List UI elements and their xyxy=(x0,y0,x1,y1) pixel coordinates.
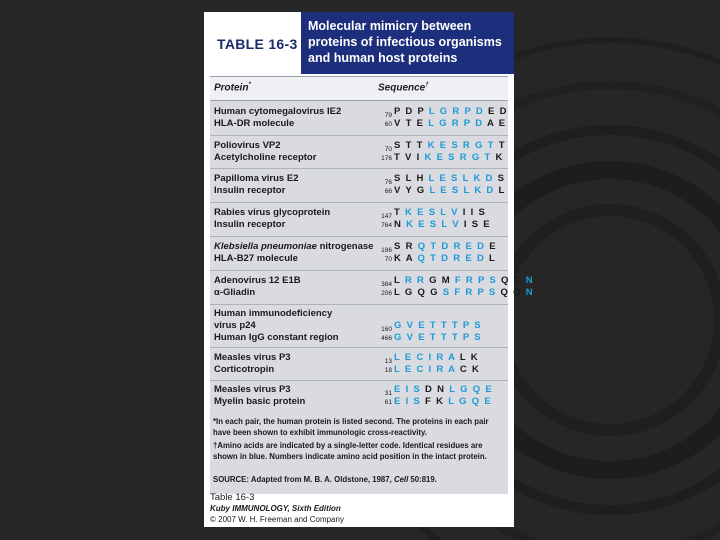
residues: T xyxy=(394,207,406,218)
organism-name: Klebsiella pneumoniae xyxy=(214,241,317,252)
amino-acid-sequence xyxy=(394,332,482,344)
identical-residues: K E S L V xyxy=(405,207,463,218)
table-row xyxy=(210,202,508,237)
identical-residues: K E S R G T xyxy=(424,152,496,163)
table-header xyxy=(204,12,514,74)
identical-residues: N xyxy=(525,287,534,298)
identical-residues: E I S xyxy=(394,396,426,407)
residue-position: 186 xyxy=(381,247,392,254)
mimicry-table xyxy=(210,76,534,412)
identical-residues: Q T D R E D xyxy=(417,241,490,252)
protein-name: virus p24 xyxy=(214,320,256,331)
residues: L xyxy=(498,185,506,196)
residue-position: 70 xyxy=(384,256,392,263)
amino-acid-sequence xyxy=(394,140,506,152)
residues: D N xyxy=(425,384,450,395)
protein-name: Klebsiella pneumoniae nitrogenase xyxy=(214,241,374,252)
residues: Q Q xyxy=(500,287,526,298)
table-page xyxy=(204,12,534,527)
table-title-line: Molecular mimicry between xyxy=(308,19,472,33)
identical-residues: L G Q E xyxy=(449,384,493,395)
residue-position: 384 xyxy=(381,281,392,288)
residue-position: 206 xyxy=(381,290,392,297)
residue-position: 66 xyxy=(384,188,392,195)
residues: L xyxy=(489,253,497,264)
residues: P D P xyxy=(394,106,429,117)
footnote-pairs: *In each pair, the human protein is listed second. The proteins in each pair have been shown to exhibit immunologic cross-reactivity. xyxy=(213,417,489,437)
residues: Q C xyxy=(501,275,526,286)
protein-name: Insulin receptor xyxy=(214,219,286,230)
credit-book-title: Kuby IMMUNOLOGY, Sixth Edition xyxy=(210,504,341,513)
footnote-amino-acids: †Amino acids are indicated by a single-letter code. Identical residues are shown in blue. Numbers indicate amino acid position in the intact protein. xyxy=(213,441,487,461)
residues: I S E xyxy=(463,219,491,230)
amino-acid-sequence xyxy=(394,241,497,253)
footnote-mark: * xyxy=(248,82,251,88)
residues: T xyxy=(498,140,506,151)
identical-residues: L E C I R A xyxy=(394,364,460,375)
protein-name: Measles virus P3 xyxy=(214,352,291,363)
credit-table-label: Table 16-3 xyxy=(210,492,255,503)
table-title-line: proteins of infectious organisms xyxy=(308,35,502,49)
amino-acid-sequence xyxy=(394,396,492,408)
residues: K xyxy=(495,152,504,163)
residues: V Y G xyxy=(394,185,430,196)
table-row xyxy=(210,236,508,271)
identical-residues: L G Q E xyxy=(448,396,492,407)
protein-name: Corticotropin xyxy=(214,364,275,375)
residue-position: 176 xyxy=(381,155,392,162)
figure-credit xyxy=(210,492,344,525)
identical-residues: S F R P S xyxy=(442,287,501,298)
residues: S R xyxy=(394,241,418,252)
residues: F K xyxy=(425,396,449,407)
identical-residues: L E C I R A xyxy=(394,352,460,363)
residues: S T T xyxy=(394,140,428,151)
table-row xyxy=(210,304,508,348)
protein-name: HLA-B27 molecule xyxy=(214,253,298,264)
amino-acid-sequence xyxy=(394,152,504,164)
amino-acid-sequence xyxy=(394,173,505,185)
source-journal: Cell xyxy=(393,475,409,484)
column-header-protein xyxy=(214,82,251,93)
identical-residues: R R xyxy=(404,275,430,286)
amino-acid-sequence xyxy=(394,185,506,197)
protein-name: Insulin receptor xyxy=(214,185,286,196)
footnote-mark: † xyxy=(425,82,429,88)
identical-residues: K E S R G T xyxy=(427,140,499,151)
column-header-protein-text: Protein xyxy=(214,82,249,94)
protein-name: Rabies virus glycoprotein xyxy=(214,207,331,218)
residue-position: 147 xyxy=(381,213,392,220)
protein-name: Human immunodeficiency xyxy=(214,308,333,319)
residues: L xyxy=(394,275,405,286)
amino-acid-sequence xyxy=(394,287,534,299)
amino-acid-sequence xyxy=(394,384,493,396)
table-row xyxy=(210,270,534,305)
protein-name: Poliovirus VP2 xyxy=(214,140,281,151)
footnote-source xyxy=(213,474,505,485)
table-title-panel xyxy=(301,12,514,74)
protein-name: HLA-DR molecule xyxy=(214,118,295,129)
amino-acid-sequence xyxy=(394,207,486,219)
table-row xyxy=(210,135,508,169)
table-title-line: and human host proteins xyxy=(308,51,458,65)
residues: E xyxy=(489,241,497,252)
column-header-sequence-text: Sequence xyxy=(378,82,426,94)
amino-acid-sequence xyxy=(394,118,506,130)
identical-residues: L E S L K D xyxy=(428,173,498,184)
protein-name: Acetylcholine receptor xyxy=(214,152,317,163)
residues: V T E xyxy=(394,118,429,129)
source-text: SOURCE: Adapted from M. B. A. Oldstone, 1987, xyxy=(213,475,394,484)
residues: T V I xyxy=(394,152,425,163)
amino-acid-sequence xyxy=(394,106,508,118)
residue-position: 31 xyxy=(384,390,392,397)
amino-acid-sequence xyxy=(394,352,479,364)
residue-position: 60 xyxy=(384,121,392,128)
residue-position: 764 xyxy=(381,222,392,229)
amino-acid-sequence xyxy=(394,219,491,231)
column-header-sequence xyxy=(378,82,429,93)
credit-copyright: © 2007 W. H. Freeman and Company xyxy=(210,515,344,524)
residues: A E xyxy=(486,118,507,129)
identical-residues: F R P S xyxy=(454,275,501,286)
identical-residues: N xyxy=(525,275,534,286)
column-header-row xyxy=(210,77,508,101)
residues: I I S xyxy=(462,207,487,218)
residues: G M xyxy=(429,275,455,286)
residues: N xyxy=(394,219,407,230)
amino-acid-sequence xyxy=(394,253,496,265)
protein-name: Papilloma virus E2 xyxy=(214,173,299,184)
residues: L K xyxy=(459,352,479,363)
table-number-panel xyxy=(204,12,301,74)
residues: L G Q G xyxy=(394,287,443,298)
table-row xyxy=(210,347,508,381)
residue-position: 61 xyxy=(384,399,392,406)
residue-position: 18 xyxy=(384,367,392,374)
identical-residues: L G R P D xyxy=(428,118,487,129)
amino-acid-sequence xyxy=(394,275,534,287)
residues: S xyxy=(497,173,506,184)
protein-name: Myelin basic protein xyxy=(214,396,306,407)
residue-position: 79 xyxy=(384,112,392,119)
residues: C K xyxy=(459,364,481,375)
table-row xyxy=(210,380,508,413)
residue-position: 466 xyxy=(381,335,392,342)
table-footnotes xyxy=(210,412,508,494)
identical-residues: G V E T T T P S xyxy=(394,320,482,331)
table-number: TABLE 16-3 xyxy=(217,36,298,52)
residue-position: 160 xyxy=(381,326,392,333)
protein-name: Human IgG constant region xyxy=(214,332,339,343)
identical-residues: L E S L K D xyxy=(429,185,499,196)
residues: S L H xyxy=(394,173,429,184)
table-row xyxy=(210,101,508,136)
identical-residues: K E S L V xyxy=(406,219,464,230)
protein-name: Human cytomegalovirus IE2 xyxy=(214,106,342,117)
residue-position: 70 xyxy=(384,146,392,153)
amino-acid-sequence xyxy=(394,364,480,376)
identical-residues: L G R P D xyxy=(428,106,489,117)
residues: E D xyxy=(488,106,508,117)
protein-name: Adenovirus 12 E1B xyxy=(214,275,301,286)
amino-acid-sequence xyxy=(394,320,482,332)
residue-position: 76 xyxy=(384,179,392,186)
protein-name: Measles virus P3 xyxy=(214,384,291,395)
table-row xyxy=(210,168,508,203)
residues: K A xyxy=(394,253,418,264)
protein-name: α-Gliadin xyxy=(214,287,256,298)
identical-residues: E I S xyxy=(394,384,426,395)
identical-residues: G V E T T T P S xyxy=(394,332,482,343)
residue-position: 13 xyxy=(384,358,392,365)
table-title xyxy=(308,18,512,66)
identical-residues: Q T D R E D xyxy=(417,253,490,264)
source-citation: 50:819. xyxy=(408,475,437,484)
